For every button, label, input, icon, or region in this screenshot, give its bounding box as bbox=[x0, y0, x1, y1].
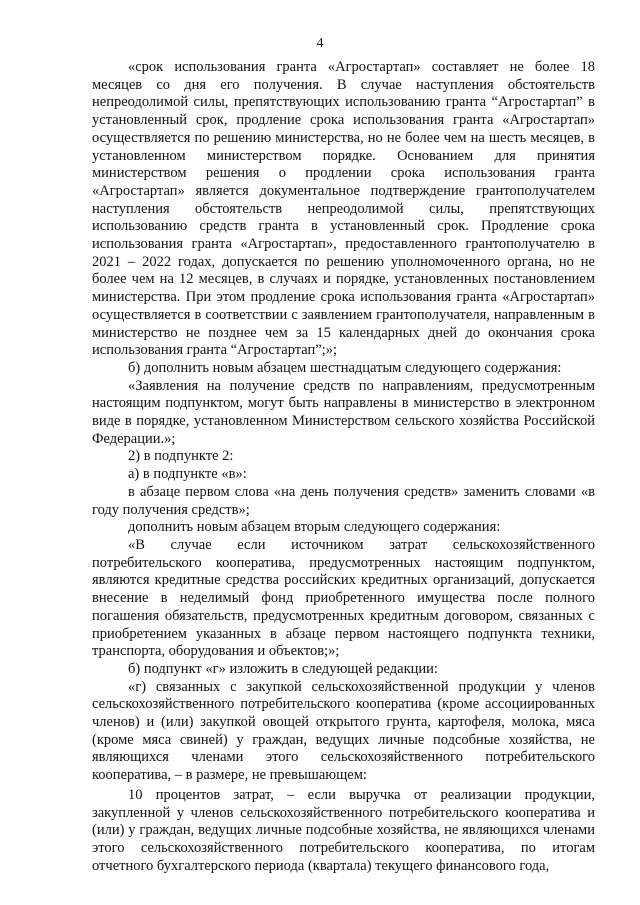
document-body bbox=[92, 59, 595, 875]
paragraph-add-second: дополнить новым абзацем вторым следующего содержания: bbox=[128, 519, 501, 536]
paragraph-credit-funds: «В случае если источником затрат сельскохозяйственного потребительского кооператива, предусмотренных настоящим подпунктом, являются кредитные средства российских кредитных организаций, допускается внесение в неделимый фонд приобретенного имущества после полного погашения обязательств, предусмотренных кредитным договором, связанных с приобретением указанных в абзаце первом настоящего подпункта техники, транспорта, оборудования и объектов;»; bbox=[92, 536, 595, 660]
page-number: 4 bbox=[316, 36, 324, 51]
paragraph-applications-electronic: «Заявления на получение средств по направлениям, предусмотренным настоящим подпунктом, могут быть направлены в министерство в электронном виде в порядке, установленном Министерством сельского хозяйства Российской Федерации.»; bbox=[92, 377, 595, 447]
paragraph-replace-words: в абзаце первом слова «на день получения средств» заменить словами «в году получения средств»; bbox=[92, 483, 595, 518]
paragraph-subpoint-2: 2) в подпункте 2: bbox=[128, 448, 234, 465]
paragraph-grant-term: «срок использования гранта «Агростартап» составляет не более 18 месяцев со дня его получения. В случае наступления обстоятельств непреодолимой силы, препятствующих использованию гранта “Агростартап” в установленный срок, продление срока использования гранта «Агростартап» осуществляется по решению министерства, но не более чем на шесть месяцев, в установленном министерством порядке. Основанием для принятия министерством решения о продлении срока использования гранта «Агростартап» является документальное подтверждение грантополучателем наступления обстоятельств непреодолимой силы, препятствующих использованию средств гранта в установленный срок. Продление срока использования гранта «Агростартап», предоставленного грантополучателю в 2021 – 2022 годах, допускается по решению уполномоченного органа, но не более чем на 12 месяцев, в случаях и порядке, установленных постановлением министерства. При этом продление срока использования гранта «Агростартап» осуществляется в соответствии с заявлением грантополучателя, направленным в министерство не позднее чем за 15 календарных дней до окончания срока использования гранта “Агростартап”;»; bbox=[92, 59, 595, 359]
paragraph-ten-percent: 10 процентов затрат, – если выручка от реализации продукции, закупленной у членов сельскохозяйственного потребительского кооператива и (или) у граждан, ведущих личные подсобные хозяйства, не являющихся членами этого сельскохозяйственного потребительского кооператива, по итогам отчетного бухгалтерского периода (квартала) текущего финансового года, bbox=[92, 786, 595, 874]
paragraph-item-b-add: б) дополнить новым абзацем шестнадцатым следующего содержания: bbox=[128, 359, 562, 376]
paragraph-subpoint-v: а) в подпункте «в»: bbox=[128, 466, 247, 483]
paragraph-subpoint-g-edit: б) подпункт «г» изложить в следующей редакции: bbox=[128, 660, 438, 677]
paragraph-subpoint-g-text: «г) связанных с закупкой сельскохозяйственной продукции у членов сельскохозяйственного потребительского кооператива (кроме ассоциированных членов) и (или) закупкой овощей открытого грунта, картофеля, молока, мяса (кроме мяса свиней) у граждан, ведущих личные подсобные хозяйства, не являющихся членами этого сельскохозяйственного потребительского кооператива, – в размере, не превышающем: bbox=[92, 678, 595, 784]
